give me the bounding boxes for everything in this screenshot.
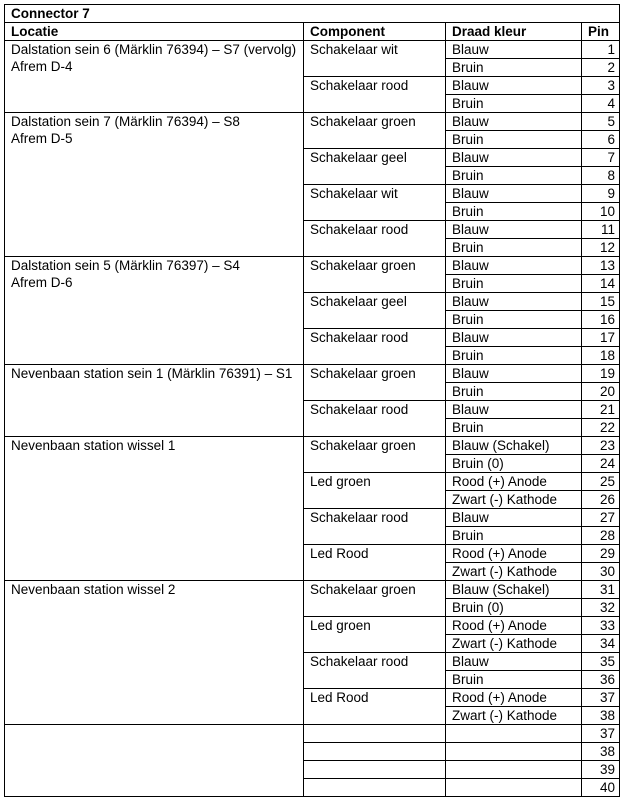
- header-locatie: Locatie: [5, 23, 304, 41]
- pin-cell: 10: [582, 203, 620, 221]
- component-cell: Schakelaar groen: [304, 437, 446, 473]
- pin-cell: 2: [582, 59, 620, 77]
- wire-color-cell: Blauw: [446, 221, 582, 239]
- table-title-row: [5, 5, 620, 23]
- connector-title: Connector 7: [5, 5, 620, 23]
- pin-cell: 7: [582, 149, 620, 167]
- wire-color-cell: Rood (+) Anode: [446, 689, 582, 707]
- pin-cell: 32: [582, 599, 620, 617]
- wire-color-cell: Bruin: [446, 419, 582, 437]
- pin-cell: 34: [582, 635, 620, 653]
- pin-cell: 38: [582, 707, 620, 725]
- pin-cell: 38: [582, 743, 620, 761]
- wire-color-cell: Bruin: [446, 527, 582, 545]
- pin-cell: 20: [582, 383, 620, 401]
- wire-color-cell: Zwart (-) Kathode: [446, 635, 582, 653]
- wire-color-cell: Blauw: [446, 185, 582, 203]
- locatie-cell: [5, 113, 304, 257]
- component-cell: Schakelaar geel: [304, 293, 446, 329]
- wire-color-cell: Bruin: [446, 239, 582, 257]
- locatie-cell: [5, 41, 304, 113]
- table-row: [5, 581, 620, 599]
- pin-cell: 21: [582, 401, 620, 419]
- pin-cell: 40: [582, 779, 620, 797]
- header-draad-kleur: Draad kleur: [446, 23, 582, 41]
- wire-color-cell: Blauw: [446, 401, 582, 419]
- table-row: [5, 365, 620, 383]
- empty-component-cell: [304, 725, 446, 743]
- component-cell: Led groen: [304, 473, 446, 509]
- pin-cell: 25: [582, 473, 620, 491]
- pin-cell: 5: [582, 113, 620, 131]
- component-cell: Schakelaar groen: [304, 581, 446, 617]
- pin-cell: 18: [582, 347, 620, 365]
- wire-color-cell: Bruin: [446, 311, 582, 329]
- pin-cell: 11: [582, 221, 620, 239]
- pin-cell: 26: [582, 491, 620, 509]
- pin-cell: 31: [582, 581, 620, 599]
- pin-cell: 8: [582, 167, 620, 185]
- header-pin: Pin: [582, 23, 620, 41]
- wire-color-cell: Bruin: [446, 131, 582, 149]
- empty-wire-cell: [446, 761, 582, 779]
- component-cell: Schakelaar rood: [304, 653, 446, 689]
- pin-cell: 30: [582, 563, 620, 581]
- pin-cell: 37: [582, 725, 620, 743]
- wire-color-cell: Rood (+) Anode: [446, 473, 582, 491]
- locatie-cell: [5, 437, 304, 581]
- wire-color-cell: Blauw (Schakel): [446, 437, 582, 455]
- pin-cell: 1: [582, 41, 620, 59]
- wire-color-cell: Rood (+) Anode: [446, 617, 582, 635]
- component-cell: Led Rood: [304, 545, 446, 581]
- wire-color-cell: Blauw: [446, 77, 582, 95]
- wire-color-cell: Blauw: [446, 41, 582, 59]
- pin-cell: 29: [582, 545, 620, 563]
- wire-color-cell: Bruin: [446, 95, 582, 113]
- component-cell: Schakelaar groen: [304, 257, 446, 293]
- pin-cell: 16: [582, 311, 620, 329]
- component-cell: Schakelaar wit: [304, 185, 446, 221]
- wire-color-cell: Bruin: [446, 203, 582, 221]
- empty-locatie-cell: [5, 725, 304, 797]
- header-component: Component: [304, 23, 446, 41]
- empty-wire-cell: [446, 725, 582, 743]
- wire-color-cell: Blauw: [446, 113, 582, 131]
- pin-cell: 23: [582, 437, 620, 455]
- pin-cell: 33: [582, 617, 620, 635]
- locatie-cell: [5, 365, 304, 437]
- wire-color-cell: Blauw: [446, 329, 582, 347]
- component-cell: Schakelaar rood: [304, 329, 446, 365]
- wire-color-cell: Bruin (0): [446, 599, 582, 617]
- locatie-cell: [5, 257, 304, 365]
- component-cell: Schakelaar groen: [304, 113, 446, 149]
- pin-cell: 19: [582, 365, 620, 383]
- pin-cell: 14: [582, 275, 620, 293]
- component-cell: Schakelaar wit: [304, 41, 446, 77]
- empty-component-cell: [304, 761, 446, 779]
- wire-color-cell: Zwart (-) Kathode: [446, 707, 582, 725]
- wire-color-cell: Rood (+) Anode: [446, 545, 582, 563]
- pin-cell: 3: [582, 77, 620, 95]
- pin-cell: 4: [582, 95, 620, 113]
- pin-cell: 27: [582, 509, 620, 527]
- wire-color-cell: Bruin: [446, 167, 582, 185]
- wire-color-cell: Blauw: [446, 257, 582, 275]
- locatie-line: Nevenbaan station wissel 2: [11, 582, 176, 597]
- wire-color-cell: Zwart (-) Kathode: [446, 563, 582, 581]
- wire-color-cell: Bruin: [446, 383, 582, 401]
- table-row: [5, 257, 620, 275]
- empty-component-cell: [304, 743, 446, 761]
- component-cell: Schakelaar groen: [304, 365, 446, 401]
- wire-color-cell: Blauw: [446, 149, 582, 167]
- wire-color-cell: Bruin (0): [446, 455, 582, 473]
- empty-wire-cell: [446, 743, 582, 761]
- pin-cell: 17: [582, 329, 620, 347]
- pin-cell: 24: [582, 455, 620, 473]
- header-row: [5, 23, 620, 41]
- table-row: [5, 113, 620, 131]
- empty-component-cell: [304, 779, 446, 797]
- pin-cell: 37: [582, 689, 620, 707]
- pin-cell: 39: [582, 761, 620, 779]
- component-cell: Schakelaar rood: [304, 77, 446, 113]
- wire-color-cell: Blauw: [446, 293, 582, 311]
- component-cell: Schakelaar rood: [304, 509, 446, 545]
- locatie-line: Afrem D-4: [11, 59, 73, 74]
- locatie-line: Nevenbaan station wissel 1: [11, 438, 176, 453]
- locatie-line: Dalstation sein 7 (Märklin 76394) – S8: [11, 114, 240, 129]
- component-cell: Schakelaar geel: [304, 149, 446, 185]
- component-cell: Led groen: [304, 617, 446, 653]
- wire-color-cell: Bruin: [446, 59, 582, 77]
- pin-cell: 12: [582, 239, 620, 257]
- pin-cell: 36: [582, 671, 620, 689]
- empty-wire-cell: [446, 779, 582, 797]
- wire-color-cell: Bruin: [446, 275, 582, 293]
- component-cell: Led Rood: [304, 689, 446, 725]
- wire-color-cell: Bruin: [446, 671, 582, 689]
- pin-cell: 35: [582, 653, 620, 671]
- locatie-line: Dalstation sein 5 (Märklin 76397) – S4: [11, 258, 240, 273]
- wire-color-cell: Blauw: [446, 509, 582, 527]
- wire-color-cell: Blauw: [446, 365, 582, 383]
- pin-cell: 15: [582, 293, 620, 311]
- table-row: [5, 41, 620, 59]
- locatie-line: Afrem D-6: [11, 275, 73, 290]
- table-row: [5, 725, 620, 743]
- pin-cell: 13: [582, 257, 620, 275]
- connector-table: [4, 4, 620, 797]
- table-row: [5, 437, 620, 455]
- pin-cell: 6: [582, 131, 620, 149]
- locatie-line: Afrem D-5: [11, 131, 73, 146]
- locatie-line: Dalstation sein 6 (Märklin 76394) – S7 (vervolg): [11, 42, 297, 57]
- wire-color-cell: Zwart (-) Kathode: [446, 491, 582, 509]
- wire-color-cell: Bruin: [446, 347, 582, 365]
- locatie-line: Nevenbaan station sein 1 (Märklin 76391) – S1: [11, 366, 293, 381]
- component-cell: Schakelaar rood: [304, 221, 446, 257]
- pin-cell: 28: [582, 527, 620, 545]
- wire-color-cell: Blauw (Schakel): [446, 581, 582, 599]
- component-cell: Schakelaar rood: [304, 401, 446, 437]
- wire-color-cell: Blauw: [446, 653, 582, 671]
- pin-cell: 22: [582, 419, 620, 437]
- locatie-cell: [5, 581, 304, 725]
- pin-cell: 9: [582, 185, 620, 203]
